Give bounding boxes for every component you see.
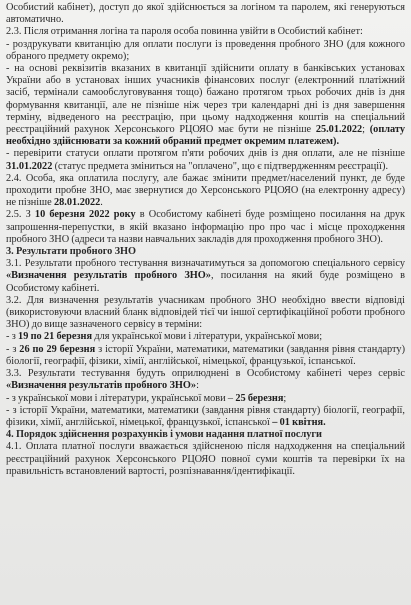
paragraph: 2.4. Особа, яка оплатила послугу, але бажає змінити предмет/населений пункт, де буде проходити пробне ЗНО, має звернутися до Херсонського РЦОЯО (на електронну адресу) не пізніше 28.01.2022. — [6, 172, 405, 209]
section-heading: 4. Порядок здійснення розрахунків і умови надання платної послуги — [6, 429, 322, 441]
paragraph: 3.1. Результати пробного тестування визначатимуться за допомогою спеціального сервісу «Визначення результатів пробного ЗНО», посилання на який буде розміщено в Особистому кабінеті. — [6, 258, 406, 294]
paragraph: - з 19 по 21 березня для української мови і літератури, української мови; — [6, 331, 323, 343]
paragraph: - з української мови і літератури, української мови – 25 березня; — [6, 392, 287, 404]
date-highlight: 28.01.2022 — [53, 197, 101, 209]
paragraph: - перевірити статуси оплати протягом п'яти робочих днів із дня оплати, але не пізніше 31.01.2022 (статус предмета зміниться на "оплачено", що є підтвердженням реєстрації). — [6, 148, 405, 172]
date-highlight: 10 березня 2022 року — [34, 209, 136, 221]
date-highlight: 25 березня — [235, 392, 284, 404]
section-heading: 3. Результати пробного ЗНО — [6, 246, 137, 258]
date-highlight: 19 по 21 березня — [18, 331, 93, 343]
paragraph: - на основі реквізитів вказаних в квитанції здійснити оплату в банківських установах України або в установах інших учасників фінансових послуг (електронний платіжний засіб, термінали самообслуговування тощо) бажано протягом трьох робочих днів із дня формування квитанції, але не пізніше ніж через три календарні дні із дня завершення терміну, відведеного на реєстрацію, при цьому надходження коштів на спеціальний реєстраційний рахунок Херсонського РЦОЯО має бути не пізніше 25.01.2022; (оплату необхідно здійснювати за кожний обраний предмет окремим платежем). — [6, 63, 405, 148]
paragraph: 4.1. Оплата платної послуги вважається здійсненою після надходження на спеціальний реєстраційний рахунок Херсонського РЦОЯО повної суми коштів та перевірки їх на правильність встановлений вартості, розпізнавання/ідентифікації. — [6, 441, 405, 477]
date-highlight: 26 по 29 березня — [19, 343, 96, 355]
paragraph: - з 26 по 29 березня з історії України, математики, математики (завдання рівня стандарту) біології, географії, фізики, хімії, англійської, німецької, французької, іспанської. — [6, 343, 405, 367]
paragraph: - роздрукувати квитанцію для оплати послуги із проведення пробного ЗНО (для кожного обраного предмету окремо); — [6, 38, 405, 62]
paragraph: - з історії України, математики, математики (завдання рівня стандарту) біології, географії, фізики, хімії, англійської, німецької, французької, іспанської – 01 квітня. — [6, 404, 405, 428]
service-name: «Визначення результатів пробного ЗНО» — [6, 270, 211, 282]
paragraph: 2.5. З 10 березня 2022 року в Особистому кабінеті буде розміщено посилання на друк запрошення-перепустки, в якій вказано інформацію про про час і місце проходження пробного ЗНО (адреси та назви навчальних закладів для проходження пробного ЗНО). — [6, 209, 406, 245]
paragraph: Особистий кабінет), доступ до якої здійснюється за логіном та паролем, які генеруються автоматично. — [6, 2, 405, 26]
bold-note: (оплату необхідно здійснювати за кожний обраний предмет окремим платежем). — [6, 124, 405, 148]
paragraph: 3.2. Для визначення результатів учасникам пробного ЗНО необхідно ввести відповіді (використовуючи власний бланк відповідей тієї чи іншої сертифікаційної роботи пробного ЗНО) до вище зазначеного сервісу в терміни: — [6, 294, 405, 331]
paragraph: 3.3. Результати тестування будуть оприлюднені в Особистому кабінеті через сервіс «Визначення результатів пробного ЗНО»: — [6, 368, 405, 392]
date-highlight: – 01 квітня. — [272, 416, 326, 428]
date-highlight: 25.01.2022 — [315, 124, 363, 136]
date-highlight: 31.01.2022 — [6, 160, 53, 172]
paragraph: 2.3. Після отримання логіна та пароля особа повинна увійти в Особистий кабінет: — [6, 26, 363, 38]
service-name: «Визначення результатів пробного ЗНО» — [6, 380, 197, 392]
